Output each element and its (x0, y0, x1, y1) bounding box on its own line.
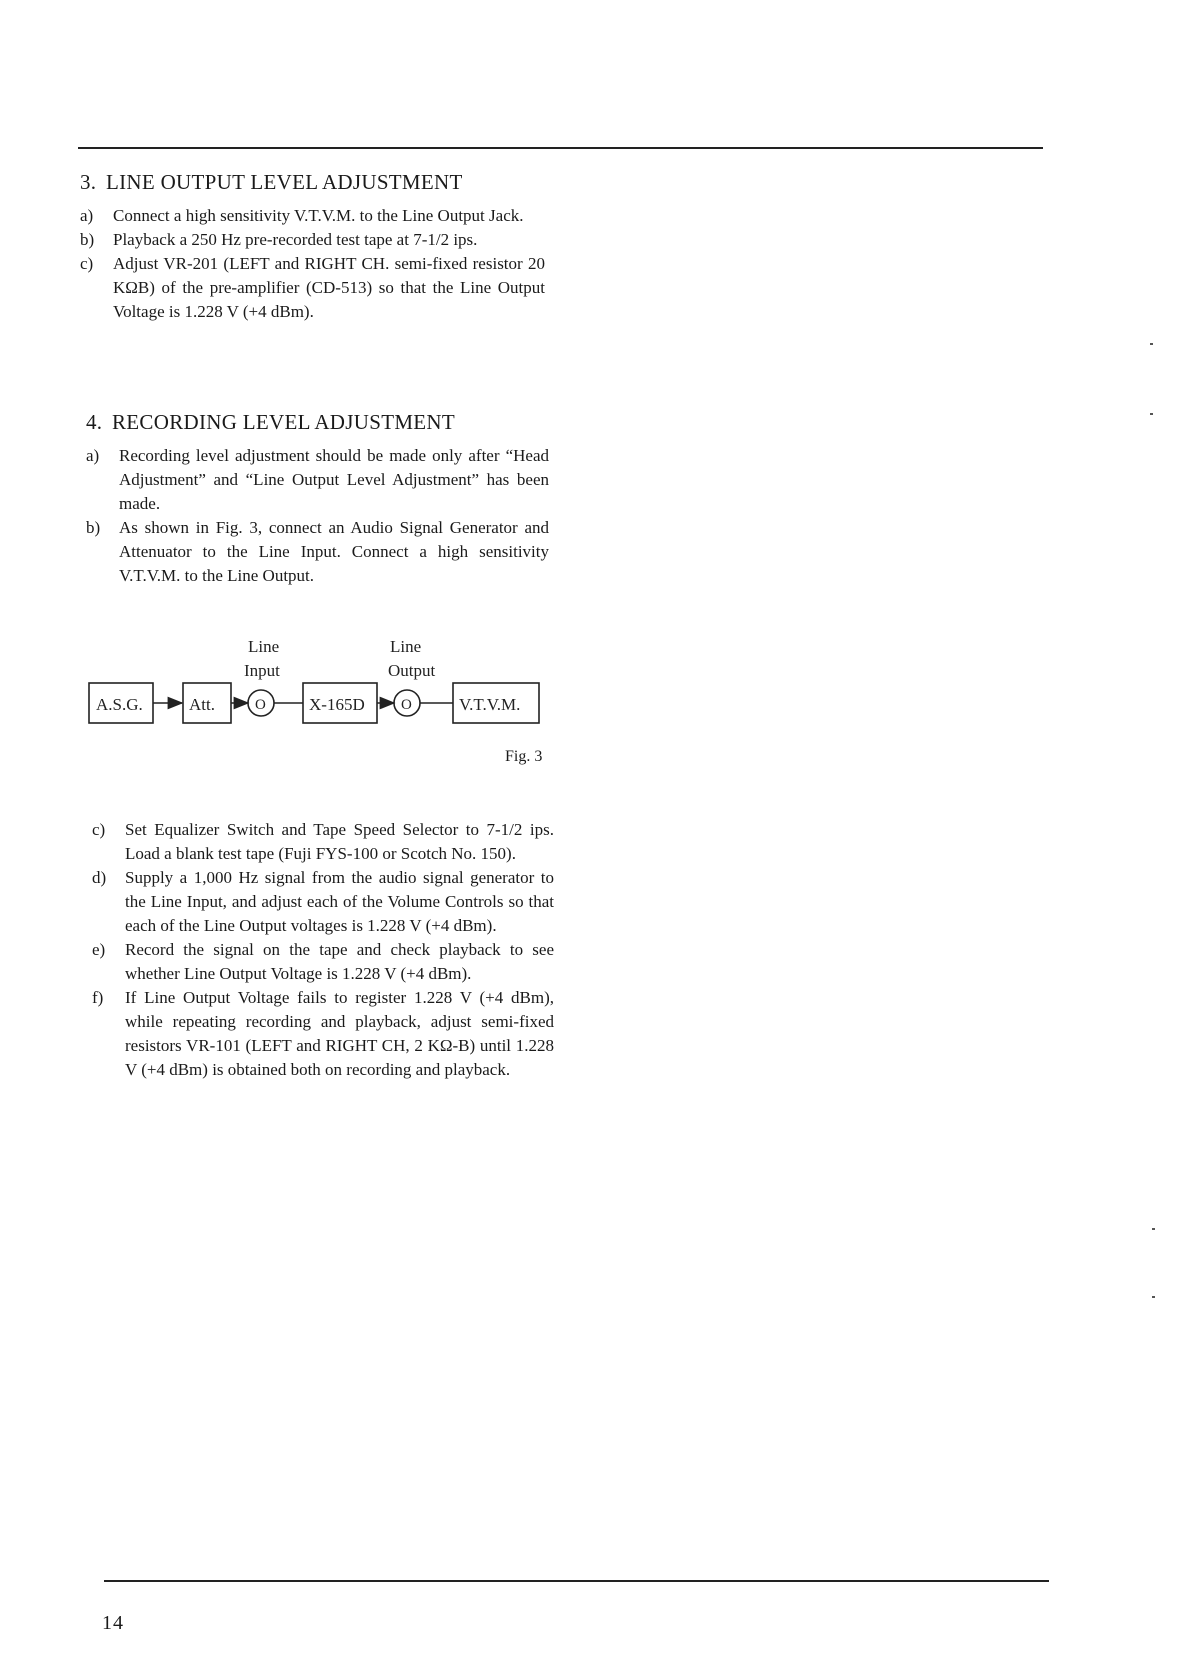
scan-speck (1152, 1296, 1155, 1298)
item-text: Adjust VR-201 (LEFT and RIGHT CH. semi-fixed resistor 20 KΩB) of the pre-amplifier (CD-513) so that the Line Output Voltage is 1.228 V (+4 dBm). (113, 254, 545, 321)
item-text: If Line Output Voltage fails to register 1.228 V (+4 dBm), while repeating recording and playback, adjust semi-fixed resistors VR-101 (LEFT and RIGHT CH, 2 KΩ-B) until 1.228 V (+4 dBm) is obtained both on recording and playback. (125, 988, 554, 1079)
section-4-continued (92, 818, 554, 1082)
item-label: f) (92, 988, 104, 1007)
section-4-heading (86, 410, 549, 435)
item-text: As shown in Fig. 3, connect an Audio Signal Generator and Attenuator to the Line Input. Connect a high sensitivity V.T.V.M. to the Line Output. (119, 518, 549, 585)
section-3-heading (80, 170, 545, 195)
item-label: c) (92, 820, 106, 839)
att-label: Att. (189, 695, 215, 714)
item-label: b) (80, 230, 95, 249)
line-input-label-1: Line (248, 637, 280, 656)
item-text: Playback a 250 Hz pre-recorded test tape at 7-1/2 ips. (113, 230, 478, 249)
figure-3-diagram (88, 630, 548, 740)
figure-caption: Fig. 3 (505, 748, 543, 765)
line-output-label-1: Line (390, 637, 422, 656)
item-label: a) (80, 206, 94, 225)
item-label: c) (80, 254, 94, 273)
list-item (92, 866, 554, 938)
list-item (80, 252, 545, 324)
line-input-jack-symbol: O (255, 697, 266, 713)
list-item (80, 204, 545, 228)
device-label: X-165D (309, 695, 365, 714)
line-output-label-2: Output (388, 661, 436, 680)
list-item (92, 938, 554, 986)
list-item (86, 516, 549, 588)
page-number: 14 (102, 1612, 124, 1634)
list-item (80, 228, 545, 252)
scan-speck (1152, 1228, 1155, 1230)
item-label: d) (92, 868, 107, 887)
top-rule (78, 147, 1043, 149)
line-output-jack-symbol: O (401, 697, 412, 713)
section-3 (80, 170, 545, 324)
line-input-label-2: Input (244, 661, 280, 680)
item-label: a) (86, 446, 100, 465)
section-3-title: LINE OUTPUT LEVEL ADJUSTMENT (106, 170, 463, 194)
item-text: Record the signal on the tape and check playback to see whether Line Output Voltage is 1.228 V (+4 dBm). (125, 940, 554, 983)
item-label: e) (92, 940, 106, 959)
asg-label: A.S.G. (96, 695, 143, 714)
list-item (86, 444, 549, 516)
item-text: Recording level adjustment should be made only after “Head Adjustment” and “Line Output Level Adjustment” has been made. (119, 446, 549, 513)
item-label: b) (86, 518, 101, 537)
item-text: Connect a high sensitivity V.T.V.M. to the Line Output Jack. (113, 206, 524, 225)
vtvm-label: V.T.V.M. (459, 695, 521, 714)
scan-speck (1150, 343, 1153, 345)
scan-speck (1150, 413, 1153, 415)
section-4-number: 4. (86, 410, 103, 434)
bottom-rule (104, 1580, 1049, 1582)
section-4-title: RECORDING LEVEL ADJUSTMENT (112, 410, 456, 434)
section-3-number: 3. (80, 170, 97, 194)
item-text: Set Equalizer Switch and Tape Speed Selector to 7-1/2 ips. Load a blank test tape (Fuji FYS-100 or Scotch No. 150). (125, 820, 554, 863)
list-item (92, 986, 554, 1082)
item-text: Supply a 1,000 Hz signal from the audio signal generator to the Line Input, and adjust each of the Volume Controls so that each of the Line Output voltages is 1.228 V (+4 dBm). (125, 868, 554, 935)
section-4 (86, 410, 549, 588)
list-item (92, 818, 554, 866)
